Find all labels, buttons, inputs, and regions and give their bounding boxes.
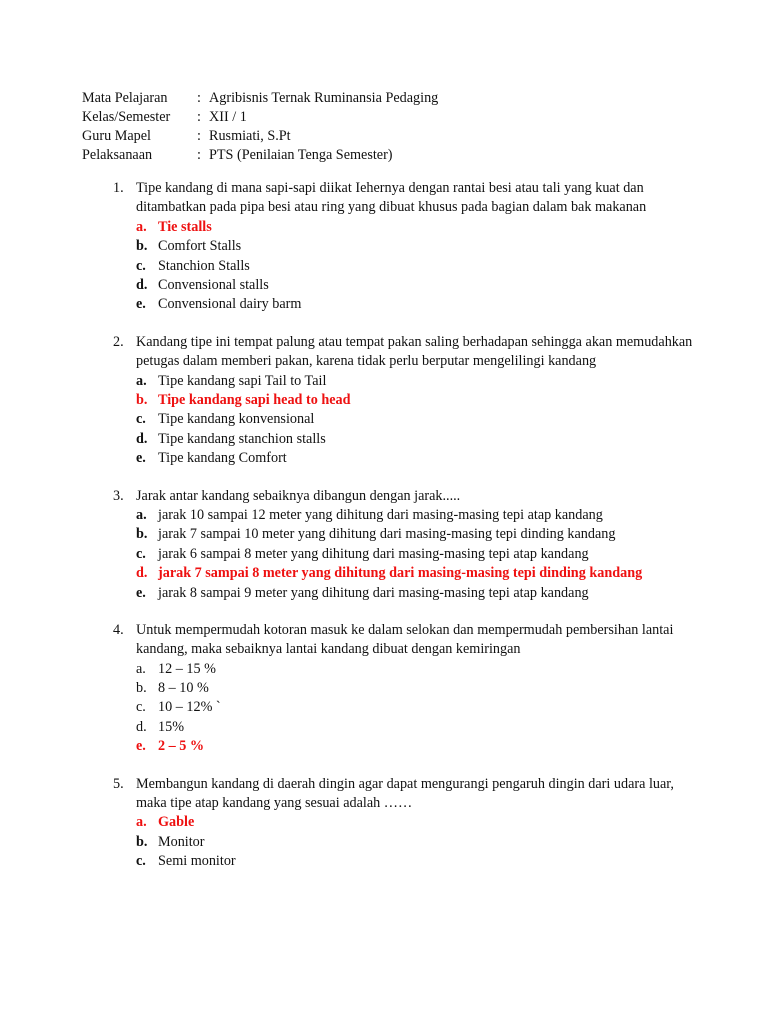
answer-option bbox=[113, 237, 693, 256]
option-text: jarak 6 sampai 8 meter yang dihitung dari masing-masing tepi atap kandang bbox=[158, 545, 589, 562]
question-stem bbox=[113, 179, 693, 218]
question-stem bbox=[113, 775, 693, 814]
question-item bbox=[113, 179, 693, 315]
answer-option bbox=[113, 679, 693, 698]
option-letter: b. bbox=[136, 391, 148, 408]
answer-option-correct bbox=[113, 218, 693, 237]
question-number: 5. bbox=[113, 775, 124, 792]
answer-option bbox=[113, 545, 693, 564]
option-letter: c. bbox=[136, 411, 146, 428]
option-text: jarak 8 sampai 9 meter yang dihitung dari masing-masing tepi atap kandang bbox=[158, 584, 589, 601]
header-row bbox=[82, 127, 682, 146]
answer-option-correct bbox=[113, 737, 693, 756]
option-text: Stanchion Stalls bbox=[158, 257, 250, 274]
option-letter: b. bbox=[136, 680, 147, 697]
answer-option bbox=[113, 257, 693, 276]
option-letter: a. bbox=[136, 814, 147, 831]
question-item bbox=[113, 333, 693, 469]
answer-option bbox=[113, 295, 693, 314]
question-number: 3. bbox=[113, 487, 124, 504]
answer-option bbox=[113, 718, 693, 737]
option-text: jarak 7 sampai 8 meter yang dihitung dari masing-masing tepi dinding kandang bbox=[158, 565, 643, 582]
option-letter: b. bbox=[136, 238, 148, 255]
question-stem bbox=[113, 333, 693, 372]
question-number: 1. bbox=[113, 180, 124, 196]
option-letter: c. bbox=[136, 257, 146, 274]
question-item bbox=[113, 487, 693, 603]
option-text: Tie stalls bbox=[158, 218, 212, 235]
option-text: Comfort Stalls bbox=[158, 238, 242, 255]
answer-option-correct bbox=[113, 391, 693, 410]
question-stem bbox=[113, 487, 693, 506]
option-letter: c. bbox=[136, 545, 146, 562]
question-text: Kandang tipe ini tempat palung atau tempat pakan saling berhadapan sehingga akan memudahkan petugas dalam memberi pakan, karena tidak perlu berputar mengelilingi kandang bbox=[136, 333, 693, 370]
header-label: Mata Pelajaran bbox=[82, 90, 168, 106]
answer-option bbox=[113, 660, 693, 679]
answer-option-correct bbox=[113, 813, 693, 832]
option-list bbox=[113, 660, 693, 757]
answer-option bbox=[113, 276, 693, 295]
header-separator: : bbox=[197, 128, 201, 144]
header-separator: : bbox=[197, 90, 201, 106]
answer-option bbox=[113, 584, 693, 603]
option-list bbox=[113, 506, 693, 603]
option-text: Gable bbox=[158, 814, 195, 831]
option-list bbox=[113, 813, 693, 871]
question-number: 2. bbox=[113, 333, 124, 350]
question-text: Jarak antar kandang sebaiknya dibangun dengan jarak..... bbox=[136, 487, 461, 504]
option-text: 10 – 12% ` bbox=[158, 699, 221, 716]
header-value: XII / 1 bbox=[209, 109, 247, 125]
exam-header bbox=[82, 89, 682, 165]
option-letter: c. bbox=[136, 853, 146, 870]
question-number: 4. bbox=[113, 621, 124, 638]
answer-option bbox=[113, 852, 693, 871]
option-text: jarak 10 sampai 12 meter yang dihitung dari masing-masing tepi atap kandang bbox=[158, 506, 603, 523]
header-label: Guru Mapel bbox=[82, 128, 151, 144]
answer-option bbox=[113, 698, 693, 717]
option-text: Tipe kandang Comfort bbox=[158, 450, 287, 467]
option-text: Semi monitor bbox=[158, 853, 236, 870]
answer-option-correct bbox=[113, 564, 693, 583]
option-text: Monitor bbox=[158, 833, 205, 850]
answer-option bbox=[113, 410, 693, 429]
option-letter: a. bbox=[136, 372, 147, 389]
option-text: Convensional dairy barm bbox=[158, 296, 302, 313]
answer-option bbox=[113, 506, 693, 525]
question-stem bbox=[113, 621, 693, 660]
answer-option bbox=[113, 372, 693, 391]
header-label: Pelaksanaan bbox=[82, 147, 153, 163]
option-letter: a. bbox=[136, 506, 147, 523]
header-value: PTS (Penilaian Tenga Semester) bbox=[209, 147, 393, 163]
answer-option bbox=[113, 833, 693, 852]
option-text: Tipe kandang sapi Tail to Tail bbox=[158, 372, 327, 389]
header-row bbox=[82, 108, 682, 127]
header-label: Kelas/Semester bbox=[82, 109, 171, 125]
question-item bbox=[113, 775, 693, 872]
option-letter: b. bbox=[136, 526, 148, 543]
option-list bbox=[113, 372, 693, 469]
answer-option bbox=[113, 430, 693, 449]
option-text: 12 – 15 % bbox=[158, 660, 216, 677]
option-letter: c. bbox=[136, 699, 146, 716]
answer-option bbox=[113, 449, 693, 468]
option-text: 15% bbox=[158, 718, 185, 735]
option-text: Tipe kandang sapi head to head bbox=[158, 391, 351, 408]
option-text: Tipe kandang stanchion stalls bbox=[158, 430, 326, 447]
option-letter: d. bbox=[136, 718, 147, 735]
option-text: Convensional stalls bbox=[158, 276, 269, 293]
option-letter: d. bbox=[136, 430, 148, 447]
option-text: 8 – 10 % bbox=[158, 680, 209, 697]
option-letter: e. bbox=[136, 450, 146, 467]
option-list bbox=[113, 218, 693, 315]
header-separator: : bbox=[197, 147, 201, 163]
option-letter: a. bbox=[136, 660, 146, 677]
question-item bbox=[113, 621, 693, 757]
option-text: Tipe kandang konvensional bbox=[158, 411, 315, 428]
option-letter: d. bbox=[136, 565, 148, 582]
option-letter: b. bbox=[136, 833, 148, 850]
header-value: Agribisnis Ternak Ruminansia Pedaging bbox=[209, 90, 439, 106]
header-row bbox=[82, 89, 682, 108]
option-letter: e. bbox=[136, 584, 146, 601]
header-value: Rusmiati, S.Pt bbox=[209, 128, 291, 144]
header-row bbox=[82, 146, 682, 165]
option-letter: e. bbox=[136, 296, 146, 313]
question-text: Untuk mempermudah kotoran masuk ke dalam selokan dan mempermudah pembersihan lantai kandang, maka sebaiknya lantai kandang dibuat dengan kemiringan bbox=[136, 621, 674, 658]
option-letter: e. bbox=[136, 738, 146, 755]
question-text: Tipe kandang di mana sapi-sapi diikat Iehernya dengan rantai besi atau tali yang kuat dan ditambatkan pada pipa besi atau ring yang dibuat khusus pada bagian dalam bak makanan bbox=[136, 180, 647, 216]
option-letter: a. bbox=[136, 218, 147, 235]
header-separator: : bbox=[197, 109, 201, 125]
option-text: 2 – 5 % bbox=[158, 738, 205, 755]
option-letter: d. bbox=[136, 276, 148, 293]
option-text: jarak 7 sampai 10 meter yang dihitung dari masing-masing tepi dinding kandang bbox=[158, 526, 616, 543]
answer-option bbox=[113, 525, 693, 544]
question-text: Membangun kandang di daerah dingin agar dapat mengurangi pengaruh dingin dari udara luar, maka tipe atap kandang yang sesuai adalah …… bbox=[136, 775, 674, 812]
question-list bbox=[113, 179, 693, 890]
